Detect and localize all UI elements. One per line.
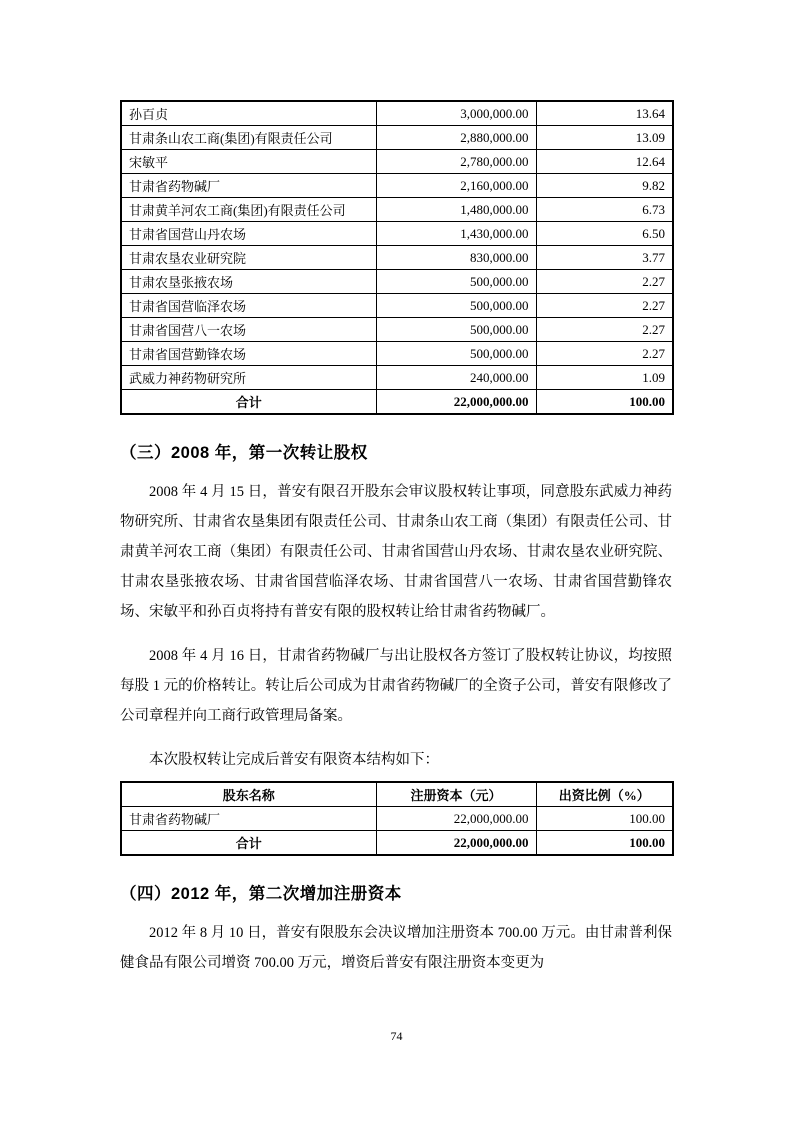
shareholder-name: 甘肃黄羊河农工商(集团)有限责任公司 xyxy=(121,198,376,222)
amount-cell: 3,000,000.00 xyxy=(376,101,536,126)
page-number: 74 xyxy=(390,1029,403,1043)
capital-structure-table xyxy=(120,781,674,856)
amount-cell: 500,000.00 xyxy=(376,294,536,318)
table-header-row xyxy=(121,782,673,807)
shareholder-name: 武威力神药物研究所 xyxy=(121,366,376,390)
amount-cell: 500,000.00 xyxy=(376,318,536,342)
percent-cell: 1.09 xyxy=(536,366,673,390)
table-total-row xyxy=(121,390,673,415)
shareholder-name: 宋敏平 xyxy=(121,150,376,174)
amount-cell: 22,000,000.00 xyxy=(376,807,536,831)
shareholder-name: 甘肃农垦农业研究院 xyxy=(121,246,376,270)
percent-cell: 2.27 xyxy=(536,294,673,318)
header-shareholder-name: 股东名称 xyxy=(121,782,376,807)
shareholder-name: 孙百贞 xyxy=(121,101,376,126)
header-registered-capital: 注册资本（元） xyxy=(376,782,536,807)
paragraph: 2012 年 8 月 10 日，普安有限股东会决议增加注册资本 700.00 万元。由甘肃普利保健食品有限公司增资 700.00 万元，增资后普安有限注册资本变更为 xyxy=(120,925,672,971)
table-row xyxy=(121,270,673,294)
percent-cell: 100.00 xyxy=(536,807,673,831)
shareholder-contribution-table xyxy=(120,100,674,415)
shareholder-name: 甘肃省国营临泽农场 xyxy=(121,294,376,318)
percent-cell: 2.27 xyxy=(536,342,673,366)
section-heading-4: （四）2012 年，第二次增加注册资本 xyxy=(120,885,402,903)
percent-cell: 2.27 xyxy=(536,318,673,342)
table-total-row xyxy=(121,831,673,856)
amount-cell: 1,430,000.00 xyxy=(376,222,536,246)
section-heading-3: （三）2008 年，第一次转让股权 xyxy=(120,444,368,462)
percent-cell: 12.64 xyxy=(536,150,673,174)
percent-cell: 9.82 xyxy=(536,174,673,198)
table-row xyxy=(121,126,673,150)
table-row xyxy=(121,318,673,342)
shareholder-name: 甘肃省药物碱厂 xyxy=(121,807,376,831)
amount-cell: 240,000.00 xyxy=(376,366,536,390)
percent-cell: 13.09 xyxy=(536,126,673,150)
paragraph-lead: 本次股权转让完成后普安有限资本结构如下： xyxy=(149,752,439,768)
table-row xyxy=(121,222,673,246)
percent-cell: 2.27 xyxy=(536,270,673,294)
percent-cell: 6.73 xyxy=(536,198,673,222)
total-amount: 22,000,000.00 xyxy=(376,831,536,856)
amount-cell: 2,880,000.00 xyxy=(376,126,536,150)
table-row xyxy=(121,342,673,366)
table-row xyxy=(121,366,673,390)
total-amount: 22,000,000.00 xyxy=(376,390,536,415)
amount-cell: 500,000.00 xyxy=(376,270,536,294)
total-label: 合计 xyxy=(121,831,376,856)
table-row xyxy=(121,246,673,270)
amount-cell: 500,000.00 xyxy=(376,342,536,366)
shareholder-name: 甘肃条山农工商(集团)有限责任公司 xyxy=(121,126,376,150)
total-percent: 100.00 xyxy=(536,390,673,415)
percent-cell: 6.50 xyxy=(536,222,673,246)
shareholder-name: 甘肃省国营八一农场 xyxy=(121,318,376,342)
amount-cell: 2,160,000.00 xyxy=(376,174,536,198)
percent-cell: 3.77 xyxy=(536,246,673,270)
table-row xyxy=(121,198,673,222)
shareholder-name: 甘肃省药物碱厂 xyxy=(121,174,376,198)
amount-cell: 830,000.00 xyxy=(376,246,536,270)
table-row xyxy=(121,294,673,318)
paragraph: 2008 年 4 月 15 日，普安有限召开股东会审议股权转让事项，同意股东武威力神药物研究所、甘肃省农垦集团有限责任公司、甘肃条山农工商（集团）有限责任公司、甘肃黄羊河农工商（集团）有限责任公司、甘肃省国营山丹农场、甘肃农垦农业研究院、甘肃农垦张掖农场、甘肃省国营临泽农场、甘肃省国营八一农场、甘肃省国营勤锋农场、宋敏平和孙百贞将持有普安有限的股权转让给甘肃省药物碱厂。 xyxy=(120,484,672,620)
total-percent: 100.00 xyxy=(536,831,673,856)
shareholder-name: 甘肃农垦张掖农场 xyxy=(121,270,376,294)
header-contribution-ratio: 出资比例（%） xyxy=(536,782,673,807)
table-row xyxy=(121,101,673,126)
table-row xyxy=(121,150,673,174)
shareholder-name: 甘肃省国营山丹农场 xyxy=(121,222,376,246)
shareholder-name: 甘肃省国营勤锋农场 xyxy=(121,342,376,366)
amount-cell: 1,480,000.00 xyxy=(376,198,536,222)
table-row xyxy=(121,807,673,831)
total-label: 合计 xyxy=(121,390,376,415)
table-row xyxy=(121,174,673,198)
amount-cell: 2,780,000.00 xyxy=(376,150,536,174)
percent-cell: 13.64 xyxy=(536,101,673,126)
paragraph: 2008 年 4 月 16 日，甘肃省药物碱厂与出让股权各方签订了股权转让协议，均按照每股 1 元的价格转让。转让后公司成为甘肃省药物碱厂的全资子公司，普安有限修改了公司章程并向工商行政管理局备案。 xyxy=(120,648,672,724)
